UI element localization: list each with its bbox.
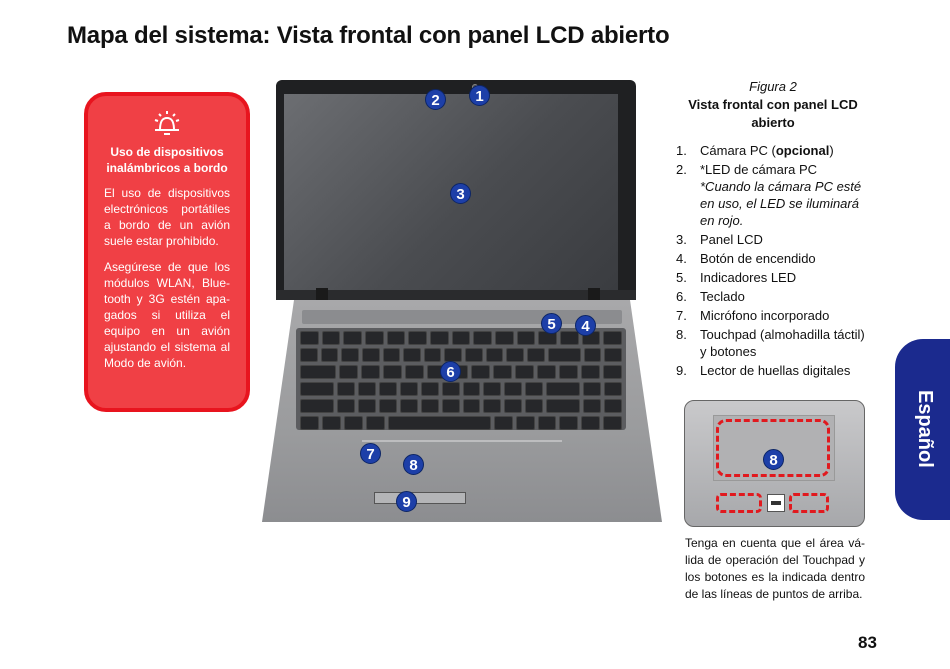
touchpad-edge [362, 440, 562, 442]
fingerprint-reader-bar [374, 492, 466, 504]
page-title: Mapa del sistema: Vista frontal con panel LCD abierto [67, 22, 670, 49]
component-list [676, 142, 874, 381]
list-item: 9. Lector de huellas digitales [676, 363, 851, 378]
laptop-front-view-image [262, 78, 662, 522]
touchpad-note: Tenga en cuenta que el área vá-lida de operación del Touchpad y los botones es la indicada dentro de las líneas de puntos de arriba. [685, 536, 865, 601]
list-item: 5. Indicadores LED [676, 270, 797, 285]
badge-3: 3 [450, 183, 471, 204]
list-item: 1. Cámara PC (opcional) [676, 143, 834, 158]
lcd-bottom-bezel [276, 290, 636, 300]
list-item: 6. Teclado [676, 289, 745, 304]
badge-8-touchpad: 8 [763, 449, 784, 470]
touchpad-right-button-area [789, 493, 829, 513]
badge-6: 6 [440, 361, 461, 382]
warning-paragraph-2: Asegúrese de que los módulos WLAN, Blue-tooth y 3G estén apa-gados si utiliza el equipo en un avión ajustando el sistema al Modo de avión. [104, 260, 230, 370]
fingerprint-icon [767, 494, 785, 512]
badge-9: 9 [396, 491, 417, 512]
badge-5: 5 [541, 313, 562, 334]
power-strip [302, 310, 622, 324]
page-number: 83 [858, 633, 877, 652]
wireless-warning-box [84, 92, 250, 412]
camera-led-note: *Cuando la cámara PC esté en uso, el LED se iluminará en rojo. [700, 179, 862, 228]
warning-paragraph-1: El uso de dispositivos electrónicos portátiles a bordo de un avión suele estar prohibido. [104, 186, 230, 248]
list-item: 2. *LED de cámara PC *Cuando la cámara PC esté en uso, el LED se iluminará en rojo. [676, 161, 874, 229]
figure-title: Vista frontal con panel LCD abierto [688, 97, 858, 130]
list-item: 8. Touchpad (almohadilla táctil) y botones [676, 327, 865, 359]
figure-caption [672, 78, 874, 132]
airplane-warning-icon [149, 108, 185, 138]
badge-2: 2 [425, 89, 446, 110]
badge-1: 1 [469, 85, 490, 106]
figure-label: Figura 2 [749, 79, 797, 94]
list-item: 7. Micrófono incorporado [676, 308, 830, 323]
touchpad-left-button-area [716, 493, 762, 513]
badge-7: 7 [360, 443, 381, 464]
keyboard [296, 328, 626, 430]
badge-8: 8 [403, 454, 424, 475]
badge-4: 4 [575, 315, 596, 336]
list-item: 3. Panel LCD [676, 232, 763, 247]
list-item: 4. Botón de encendido [676, 251, 816, 266]
touchpad-detail-image [684, 400, 865, 527]
language-tab-label: Español [914, 390, 936, 468]
warning-heading: Uso de dispositivos inalámbricos a bordo [106, 145, 228, 175]
